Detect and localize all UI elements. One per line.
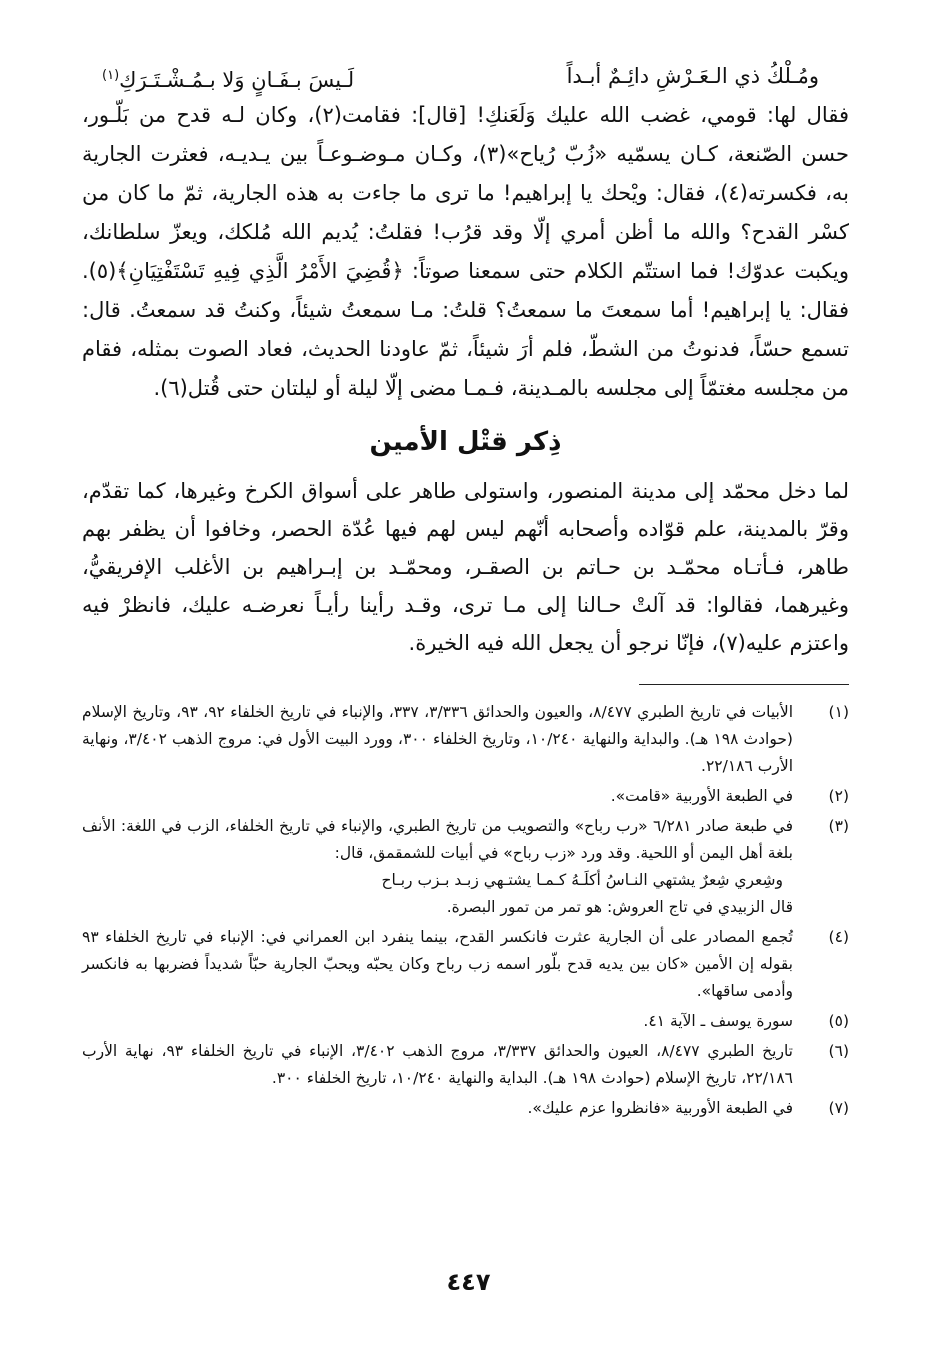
footnote-text: في الطبعة الأوربية «قامت». <box>610 787 793 805</box>
footnote-text: الأبيات في تاريخ الطبري ٨/٤٧٧، والعيون والحدائق ٣/٣٣٦، ٣٣٧، والإنباء في تاريخ الخلفاء ٩٢، ٩٣، وتاريخ الإسلام (حوادث ١٩٨ هـ). والبداية والنهاية ١٠/٢٤٠، وتاريخ الخلفاء ٣٠٠، وورد البيت الأول في: مروج الذهب ٣/٤٠٢، ونهاية الأرب ٢٢/١٨٦. <box>82 703 794 775</box>
footnote-4 <box>82 924 849 1005</box>
footnote-number: (١) <box>828 703 849 721</box>
footnote-body <box>82 813 793 921</box>
footnote-text: تُجمع المصادر على أن الجارية عثرت فانكسر القدح، بينما ينفرد ابن العمراني في: الإنباء في تاريخ الخلفاء ٩٣ بقوله إن الأمين «كان بين يديه قدح بلّور اسمه زب رباح وكان يحبّه ويحبّ الجارية حبّاً شديداً فضربها به فانكسر وأدمى ساقها». <box>82 928 793 1000</box>
footnote-number: (٥) <box>828 1012 849 1030</box>
footnote-marker: (١) <box>102 68 120 83</box>
footnotes <box>82 699 849 1122</box>
poem-verse <box>82 56 849 96</box>
footnote-number: (٦) <box>828 1042 849 1060</box>
footnote-number: (٢) <box>828 787 849 805</box>
footnote-number: (٣) <box>828 817 849 835</box>
footnote-text: في طبعة صادر ٦/٢٨١ «رب رباح» والتصويب من تاريخ الطبري، والإنباء في تاريخ الخلفاء، الزب في اللغة: الأنف بلغة أهل اليمن أو اللحية. وقد ورد «زب رباح» في أبيات للشمقمق، قال: <box>82 817 793 862</box>
footnote-text-continued: قال الزبيدي في تاج العروش: هو تمر من تمور البصرة. <box>446 898 793 916</box>
footnote-text: تاريخ الطبري ٨/٤٧٧، العيون والحدائق ٣/٣٣٧، مروج الذهب ٣/٤٠٢، الإنباء في تاريخ الخلفاء ٩٣، نهاية الأرب ٢٢/١٨٦، تاريخ الإسلام (حوادث ١٩٨ هـ). البداية والنهاية ١٠/٢٤٠، تاريخ الخلفاء ٣٠٠. <box>82 1042 793 1087</box>
footnote-3 <box>82 813 849 921</box>
footnote-text: في الطبعة الأوربية «فانظروا عزم عليك». <box>527 1099 793 1117</box>
verse-second-hemistich-text: لَـيسَ بـفَـانٍ وَلا بـمُـشْـتَـرَكِ <box>119 68 355 92</box>
footnote-7 <box>82 1095 849 1122</box>
footnote-6 <box>82 1038 849 1092</box>
footnote-5 <box>82 1008 849 1035</box>
verse-first-hemistich: ومُـلْكُ ذي الـعَـرْشِ دائِـمٌ أبـداً <box>566 64 819 88</box>
paragraph-2: لما دخل محمّد إلى مدينة المنصور، واستولى طاهر على أسواق الكرخ وغيرها، كما تقدّم، وقرّ بالمدينة، علم قوّاده وأصحابه أنّهم ليس لهم فيها عُدّة الحصر، وخافوا أن يظفر بهم طاهر، فـأتـاه محمّـد بن حـاتم بن الصقـر، ومحمّـد بن إبـراهيم بن الأغلب الإفريقيُّ، وغيرهما، فقالوا: قد آلتْ حـالنا إلى مـا ترى، وقـد رأينا رأيـاً نعرضـه عليك، فانظرْ فيه واعتزم عليه(٧)، فإنّا نرجو أن يجعل الله فيه الخيرة. <box>82 479 849 655</box>
section-heading: ذِكر قتْل الأمين <box>369 427 562 457</box>
page-number: ٤٤٧ <box>446 1268 491 1296</box>
footnote-number: (٧) <box>828 1099 849 1117</box>
verse-second-hemistich <box>102 56 354 96</box>
footnote-poem: وشِعري شِعرٌ يشتهي النـاسُ أكلَـهُ كـمـا يشتـهي زبـد بـزب ربـاح <box>381 871 783 889</box>
footnote-number: (٤) <box>828 928 849 946</box>
footnote-text: سورة يوسف ـ الآية ٤١. <box>643 1012 793 1030</box>
footnote-2 <box>82 783 849 810</box>
footnote-divider <box>639 684 849 685</box>
paragraph-1: فقال لها: قومي، غضب الله عليك وَلَعَنكِ! [قال]: فقامت(٢)، وكان لـه قدح من بَلّـور، حسن الصّنعة، كـان يسمّيه «زُبّ رُياح»(٣)، وكـان مـوضـوعـاً بين يـديـه، فعثرت الجارية به، فكسرته(٤)، فقال: ويْحك يا إبراهيم! ما ترى ما جاءت به هذه الجارية، ثمّ ما كان من كسْر القدح؟ والله ما أظن أمري إلّا وقد قرُب! فقلتُ: يُديم الله مُلكك، ويعزّ سلطانك، ويكبت عدوّك! فما استتّم الكلام حتى سمعنا صوتاً: ﴿قُضِيَ الأَمْرُ الَّذِي فِيهِ تَسْتَفْتِيَانِ﴾(٥). فقال: يا إبراهيم! أما سمعتَ ما سمعتُ؟ قلتُ: مـا سمعتُ شيئاً، وكنتُ قد سمعتُ. قال: تسمع حسّاً، فدنوتُ من الشطّ، فلم أرَ شيئاً، ثمّ عاودنا الحديث، فعاد الصوت بمثله، فقام من مجلسه مغتمّاً إلى مجلسه بالمـدينة، فـمـا مضى إلّا ليلة أو ليلتان حتى قُتل(٦). <box>82 103 849 400</box>
footnote-1 <box>82 699 849 780</box>
